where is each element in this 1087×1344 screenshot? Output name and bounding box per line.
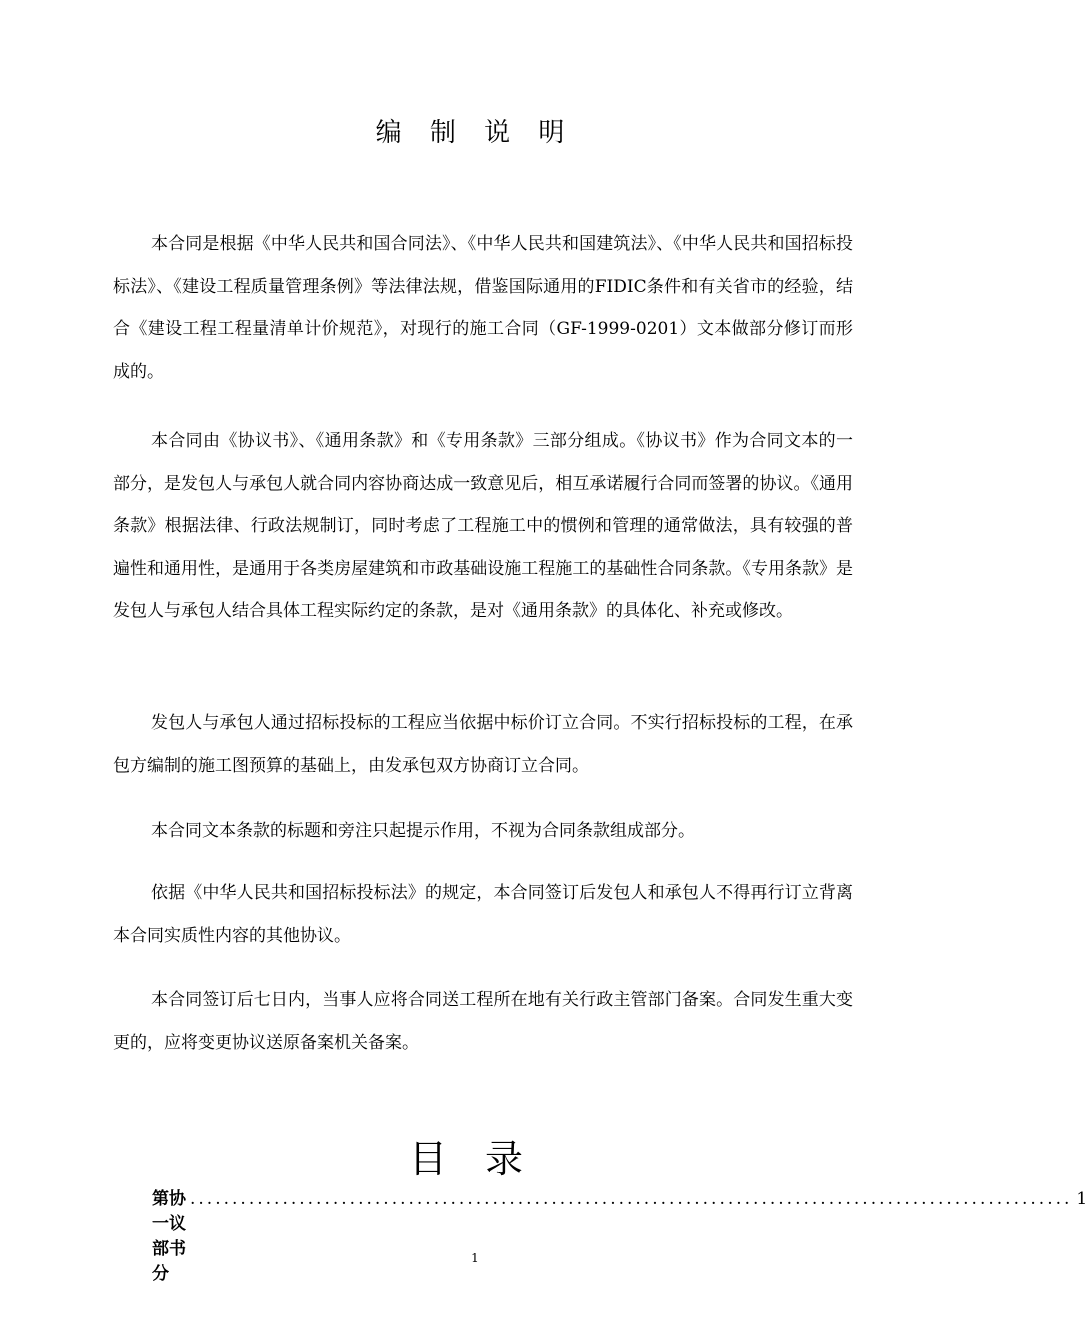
paragraph-composition: 本合同由《协议书》、《通用条款》和《专用条款》三部分组成。《协议书》作为合同文本的一部分，是发包人与承包人就合同内容协商达成一致意见后，相互承诺履行合同而签署的协议。《通用条款》根据法律、行政法规制订，同时考虑了工程施工中的惯例和管理的通常做法，具有较强的普遍性和通用性，是通用于各类房屋建筑和市政基础设施工程施工的基础性合同条款。《专用条款》是发包人与承包人结合具体工程实际约定的条款，是对《通用条款》的具体化、补充或修改。 (113, 431, 853, 621)
toc-entry[interactable] (152, 1184, 1087, 1284)
paragraph-headings: 本合同文本条款的标题和旁注只起提示作用，不视为合同条款组成部分。 (151, 821, 695, 841)
toc-entry-page: 1 (1076, 1189, 1087, 1209)
toc-entry-part: 第一部分 (152, 1189, 169, 1284)
page-number: 1 (471, 1251, 479, 1265)
document-title: 编 制 说 明 (375, 118, 575, 148)
paragraph-basis: 本合同是根据《中华人民共和国合同法》、《中华人民共和国建筑法》、《中华人民共和国招标投标法》、《建设工程质量管理条例》等法律法规，借鉴国际通用的FIDIC条件和有关省市的经验，结合《建设工程工程量清单计价规范》，对现行的施工合同（GF-1999-0201）文本做部分修订而形成的。 (113, 234, 853, 382)
paragraph-bidding: 发包人与承包人通过招标投标的工程应当依据中标价订立合同。不实行招标投标的工程，在承包方编制的施工图预算的基础上，由发承包双方协商订立合同。 (113, 713, 853, 776)
paragraph-law: 依据《中华人民共和国招标投标法》的规定，本合同签订后发包人和承包人不得再行订立背离本合同实质性内容的其他协议。 (113, 883, 853, 946)
toc-entry-name: 协议书 (169, 1189, 186, 1259)
toc-dot-leader: ......................................................................................................... (190, 1189, 1073, 1209)
toc-title: 目录 (408, 1137, 561, 1181)
paragraph-filing: 本合同签订后七日内，当事人应将合同送工程所在地有关行政主管部门备案。合同发生重大变更的，应将变更协议送原备案机关备案。 (113, 990, 853, 1053)
